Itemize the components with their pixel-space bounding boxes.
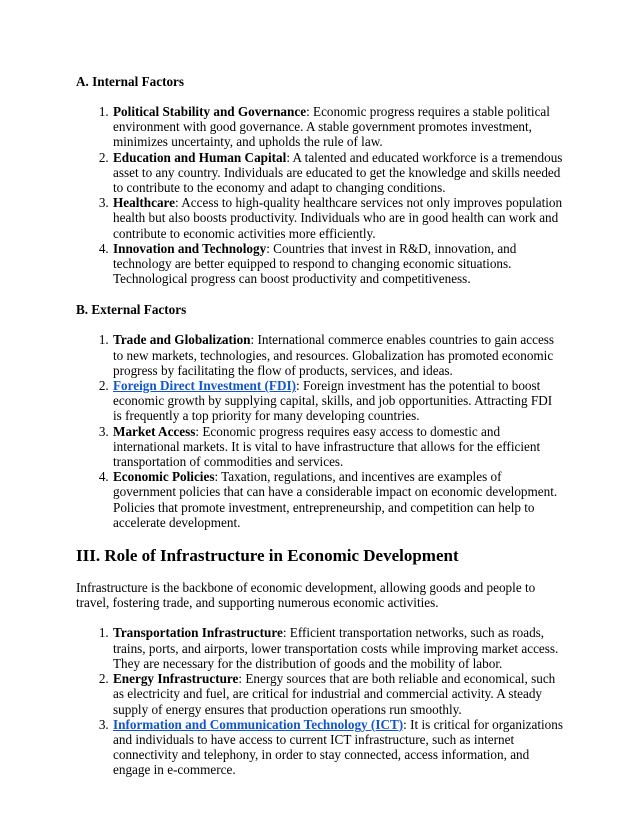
list-item-term: Market Access	[113, 423, 196, 439]
list-item	[112, 332, 564, 378]
list-item	[112, 378, 564, 424]
list-item	[112, 150, 564, 196]
internal-factors-list	[76, 104, 564, 286]
list-item-text: : It is critical for organizations and individuals to have access to current ICT infrastructure, such as internet connectivity and telephony, in order to stay connected, access information, and engage in e-commerce.	[113, 716, 563, 778]
list-item-term: Innovation and Technology	[113, 240, 267, 256]
list-item-text: : International commerce enables countries to gain access to new markets, technologies, and resources. Globalization has promoted economic progress by facilitating the flow of products, services, and ideas.	[113, 332, 555, 378]
list-item-term: Trade and Globalization	[113, 332, 251, 348]
list-item	[112, 717, 564, 778]
internal-factors-heading: A. Internal Factors	[76, 74, 185, 89]
list-item	[112, 104, 564, 150]
list-item-text: : Efficient transportation networks, such as roads, trains, ports, and airports, lower transportation costs while improving market access. They are necessary for the distribution of goods and the mobility of labor.	[113, 625, 559, 671]
external-factors-heading: B. External Factors	[76, 302, 187, 318]
list-item	[112, 424, 564, 470]
list-item-term: Healthcare	[113, 195, 176, 211]
list-item-text: : Taxation, regulations, and incentives are examples of government policies that can have a considerable impact on economic development. Policies that promote investment, entrepreneurship, and competition can help to accelerate development.	[113, 469, 558, 530]
list-item-term: Energy Infrastructure	[113, 671, 239, 687]
external-factors-list	[76, 332, 564, 530]
ict-link[interactable]: Information and Communication Technology (ICT)	[113, 716, 404, 732]
infrastructure-intro: Infrastructure is the backbone of economic development, allowing goods and people to travel, fostering trade, and supporting numerous economic activities.	[76, 580, 536, 611]
list-item-text: : A talented and educated workforce is a tremendous asset to any country. Individuals are educated to get the knowledge and skills needed to contribute to the economy and adapt to changing conditions.	[113, 149, 563, 196]
list-item	[112, 469, 564, 530]
infrastructure-list	[76, 625, 564, 777]
list-item-term: Education and Human Capital	[113, 149, 287, 165]
list-item-text: : Access to high-quality healthcare services not only improves population health but also boosts productivity. Individuals who are in good health can work and contribute to economic activities more efficiently.	[113, 195, 563, 241]
list-item-text: : Economic progress requires a stable political environment with good governance. A stable government promotes investment, minimizes uncertainty, and upholds the rule of law.	[113, 104, 550, 150]
list-item-term: Political Stability and Governance	[113, 104, 307, 119]
list-item	[112, 671, 564, 717]
list-item-text: : Economic progress requires easy access to domestic and international markets. It is vital to have infrastructure that allows for the efficient transportation of commodities and services.	[113, 423, 541, 470]
list-item-term: Transportation Infrastructure	[113, 625, 283, 641]
list-item	[112, 625, 564, 671]
fdi-link[interactable]: Foreign Direct Investment (FDI)	[113, 378, 296, 394]
list-item-text: : Foreign investment has the potential to boost economic growth by supplying capital, skills, and job opportunities. Attracting FDI is frequently a top priority for many developing countries.	[113, 378, 553, 424]
list-item	[112, 241, 564, 287]
list-item-term: Economic Policies	[113, 469, 215, 485]
list-item	[112, 195, 564, 241]
infrastructure-section-heading: III. Role of Infrastructure in Economic Development	[76, 546, 459, 566]
list-item-text: : Countries that invest in R&D, innovation, and technology are better equipped to respond to changing economic situations. Technological progress can boost productivity and competitiveness.	[113, 240, 517, 287]
list-item-text: : Energy sources that are both reliable and economical, such as electricity and fuel, are critical for industrial and commercial activity. A steady supply of energy ensures that production operations run smoothly.	[113, 671, 556, 717]
